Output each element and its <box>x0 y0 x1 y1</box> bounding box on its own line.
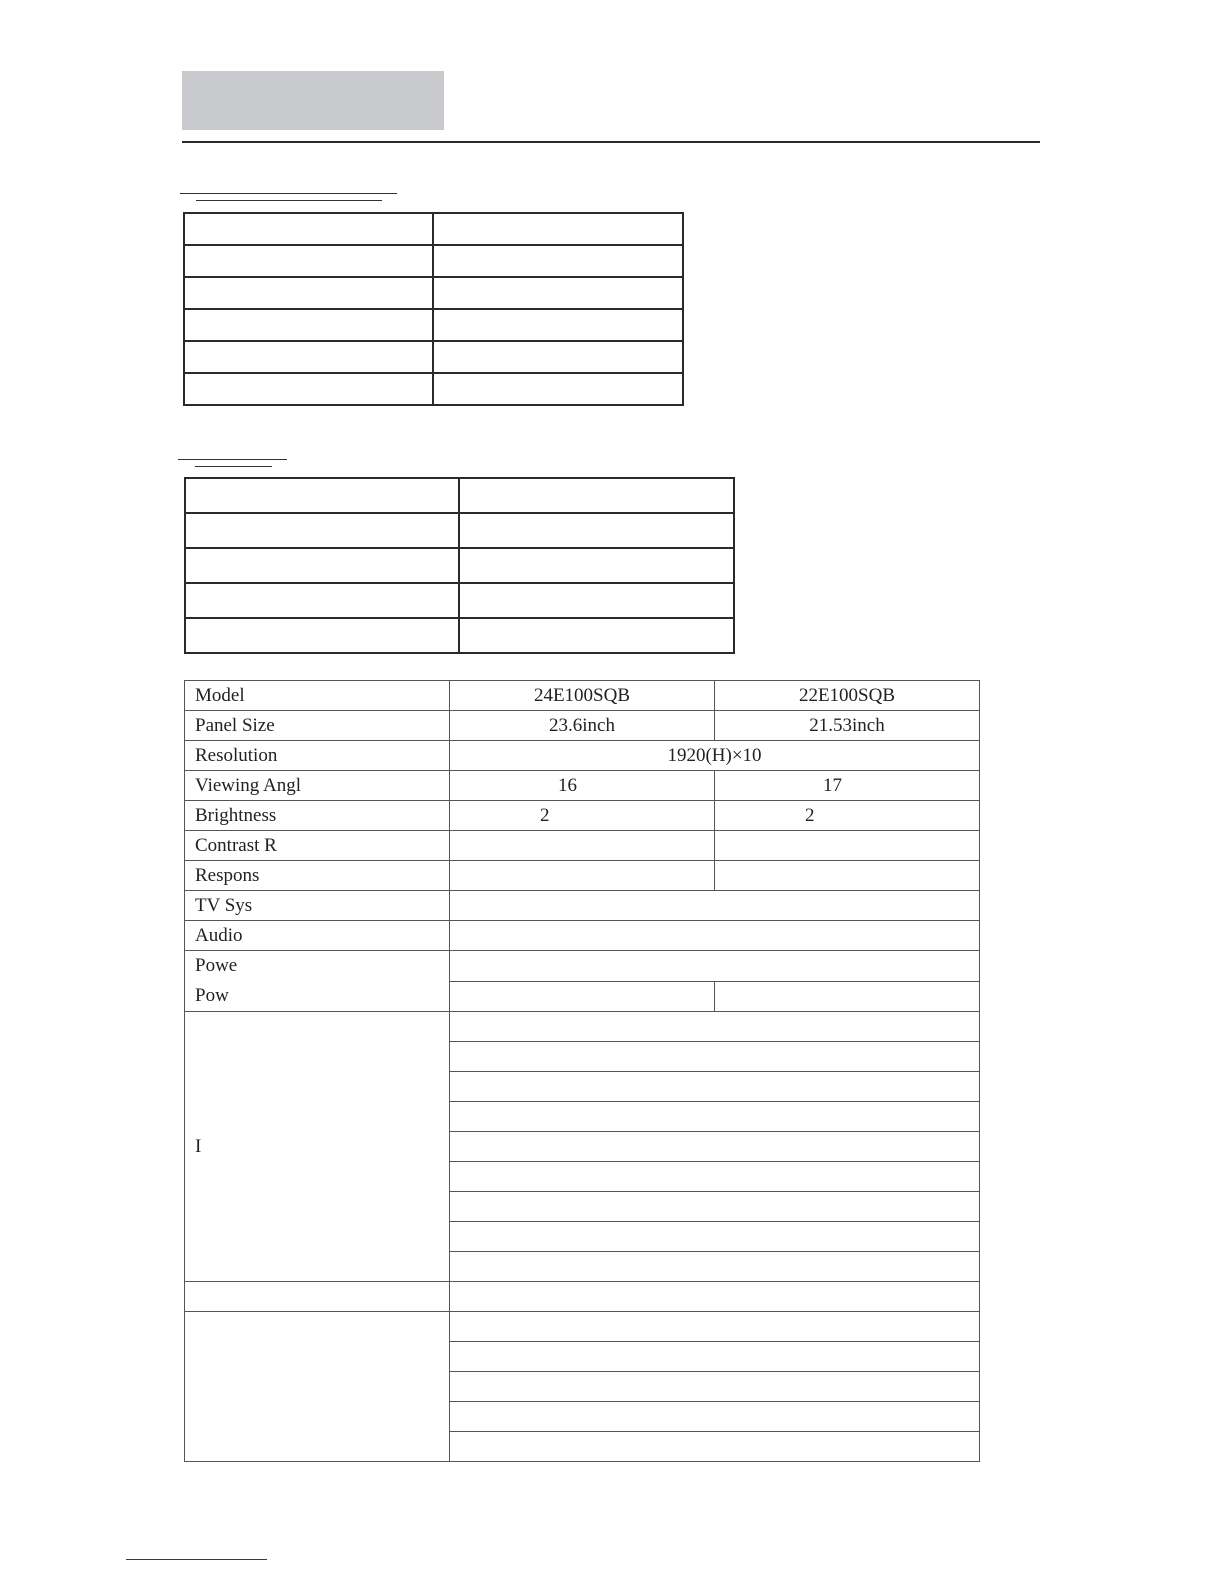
accessories-table <box>183 212 684 406</box>
contrast-value-24 <box>450 831 715 861</box>
interface-row <box>450 1042 980 1072</box>
table-cell <box>450 1312 980 1342</box>
table-cell <box>450 1402 980 1432</box>
audio-label: Audio <box>185 921 450 951</box>
table-cell <box>433 309 683 341</box>
panel-size-label: Panel Size <box>185 711 450 741</box>
table-cell <box>433 213 683 245</box>
table-cell <box>433 245 683 277</box>
table-cell <box>433 277 683 309</box>
footer-link-underline <box>126 1559 267 1560</box>
table-row <box>185 741 980 771</box>
resolution-label: Resolution <box>185 741 450 771</box>
table-cell <box>459 618 734 653</box>
table-cell <box>184 277 433 309</box>
panel-size-value-22: 21.53inch <box>715 711 980 741</box>
table-cell <box>184 373 433 405</box>
table-cell <box>433 341 683 373</box>
table-cell <box>433 373 683 405</box>
viewing-angle-value-24: 16 <box>450 771 715 801</box>
audio-value <box>450 921 980 951</box>
tv-system-label: TV Sys <box>185 891 450 921</box>
interfaces-label: I <box>185 1012 450 1282</box>
interface-row <box>450 1012 980 1042</box>
power-consumption-label: Pow <box>195 985 229 1006</box>
interface-row <box>450 1192 980 1222</box>
interface-row <box>450 1102 980 1132</box>
response-value-24 <box>450 861 715 891</box>
power-supply-value <box>450 951 980 982</box>
power-supply-label: Powe <box>195 955 238 976</box>
tv-system-value <box>450 891 980 921</box>
table-row <box>185 771 980 801</box>
resolution-value: 1920(H)×10 <box>450 741 980 771</box>
table-cell <box>459 513 734 548</box>
section-1-heading-underline-2 <box>196 200 382 201</box>
table-cell <box>459 548 734 583</box>
power-consumption-value-22 <box>715 981 980 1012</box>
response-label: Respons <box>185 861 450 891</box>
second-table <box>184 477 735 654</box>
table-row <box>185 831 980 861</box>
contrast-label: Contrast R <box>185 831 450 861</box>
table-cell <box>450 1342 980 1372</box>
table-cell <box>184 213 433 245</box>
section-2-heading-underline-2 <box>195 466 272 467</box>
contrast-value-22 <box>715 831 980 861</box>
table-row <box>185 921 980 951</box>
table-cell <box>184 309 433 341</box>
table-row <box>185 1282 980 1312</box>
model-value-24: 24E100SQB <box>450 681 715 711</box>
interface-row <box>450 1132 980 1162</box>
table-cell <box>184 245 433 277</box>
table-cell <box>459 583 734 618</box>
power-labels-cell <box>185 951 450 1012</box>
table-row <box>185 891 980 921</box>
model-label: Model <box>185 681 450 711</box>
viewing-angle-value-22: 17 <box>715 771 980 801</box>
header-divider <box>182 141 1040 143</box>
table-row <box>185 801 980 831</box>
table-row <box>185 1312 980 1342</box>
brightness-label: Brightness <box>185 801 450 831</box>
table-cell <box>185 618 459 653</box>
brightness-value-24: 2 <box>450 801 715 831</box>
panel-size-value-24: 23.6inch <box>450 711 715 741</box>
table-row <box>185 711 980 741</box>
section-1-heading-underline <box>180 193 397 194</box>
table-cell <box>185 478 459 513</box>
table-row <box>185 1012 980 1042</box>
interface-row <box>450 1072 980 1102</box>
table-row <box>185 951 980 982</box>
table-cell <box>450 1372 980 1402</box>
viewing-angle-label: Viewing Angl <box>185 771 450 801</box>
table-cell <box>450 1432 980 1462</box>
brightness-value-22: 2 <box>715 801 980 831</box>
table-cell <box>185 1282 450 1312</box>
interface-row <box>450 1222 980 1252</box>
interface-row <box>450 1162 980 1192</box>
header-title-block <box>182 71 444 130</box>
power-consumption-value-24 <box>450 981 715 1012</box>
table-cell <box>185 583 459 618</box>
table-row <box>185 681 980 711</box>
model-value-22: 22E100SQB <box>715 681 980 711</box>
table-cell <box>450 1282 980 1312</box>
table-cell <box>185 513 459 548</box>
table-cell <box>185 1312 450 1462</box>
table-cell <box>459 478 734 513</box>
specification-table <box>184 680 980 1462</box>
table-cell <box>185 548 459 583</box>
interface-row <box>450 1252 980 1282</box>
response-value-22 <box>715 861 980 891</box>
table-row <box>185 861 980 891</box>
table-cell <box>184 341 433 373</box>
section-2-heading-underline <box>178 459 287 460</box>
